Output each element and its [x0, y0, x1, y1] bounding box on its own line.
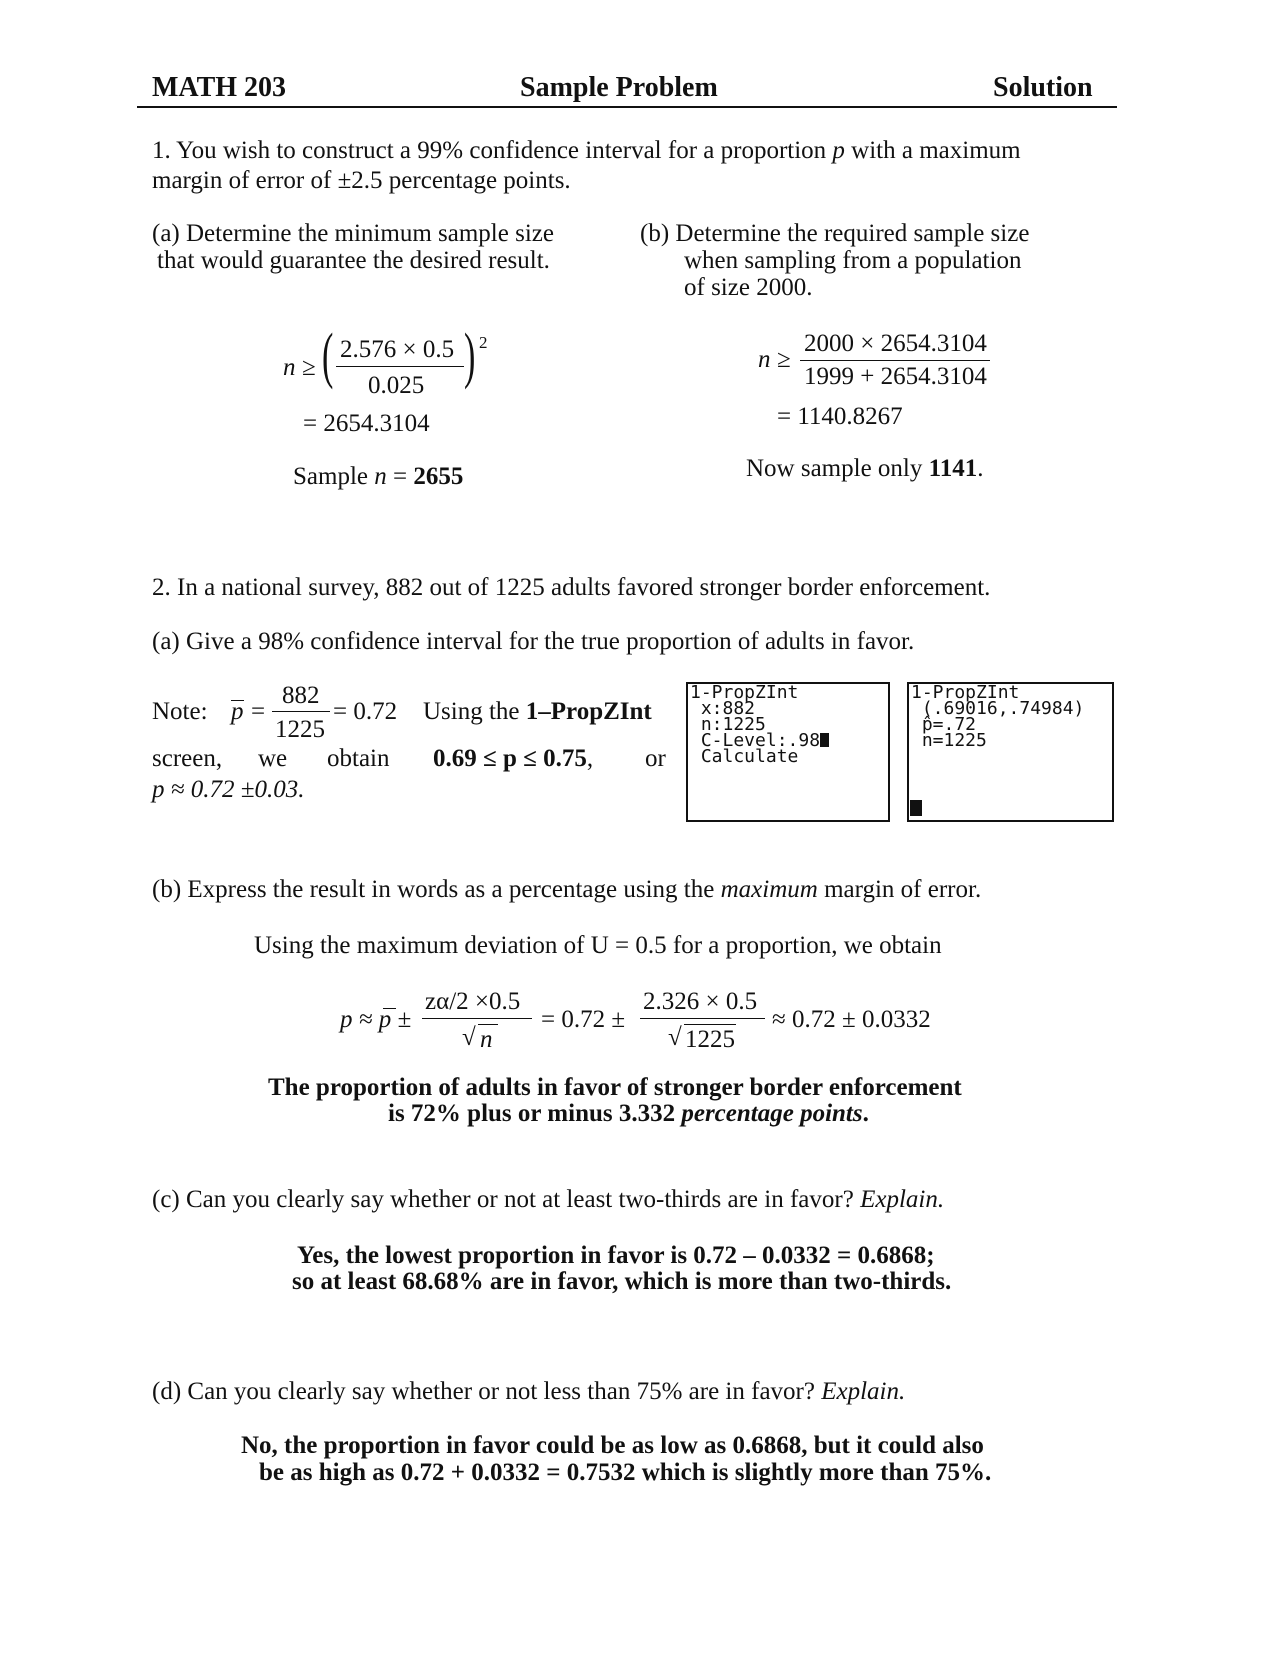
- q2d-answer-line1: No, the proportion in favor could be as low as 0.6868, but it could also: [241, 1432, 984, 1459]
- q2a-eq2: = 0.72: [333, 698, 398, 725]
- calc2-cursor: [910, 800, 922, 816]
- q2a-using-text: Using the: [423, 698, 520, 725]
- q1b-answer-prefix: Now sample only: [746, 455, 923, 482]
- q2b-answer-emph: percentage points: [681, 1100, 863, 1127]
- q2c-answer-line2: so at least 68.68% are in favor, which is more than two-thirds.: [292, 1268, 952, 1295]
- q1a-numerator: 2.576 × 0.5: [340, 336, 455, 363]
- q1a-line2: that would guarantee the desired result.: [157, 247, 550, 274]
- calculator-screen-input: [686, 682, 890, 822]
- q1a-exponent: 2: [479, 333, 488, 352]
- q2b-fraction-bar2: [640, 1018, 765, 1019]
- calc2-line2: (.69016,.74984): [911, 698, 1085, 719]
- q1b-answer: [746, 455, 984, 482]
- calc2-line4: n=1225: [911, 730, 987, 751]
- q1b-line2: when sampling from a population: [684, 247, 1022, 274]
- q2a-screen: screen,: [152, 745, 223, 772]
- calc1-line2: x:882: [690, 698, 756, 719]
- q2b-sqrt-bar1: [478, 1024, 498, 1025]
- q1a-right-paren: ): [464, 322, 476, 390]
- page-title: Sample Problem: [520, 72, 718, 103]
- q2a-approx: p ≈ 0.72 ±0.03.: [152, 776, 305, 803]
- solution-label: Solution: [993, 72, 1093, 103]
- q1b-numerator: 2000 × 2654.3104: [804, 330, 987, 357]
- q2d-question: [152, 1378, 905, 1405]
- q2b-question-emph: maximum: [720, 876, 818, 903]
- q2b-answer-line2: [388, 1100, 869, 1127]
- q1a-left-paren: (: [322, 322, 334, 390]
- calc1-clevel: C-Level:.98: [690, 730, 821, 751]
- q2a-pbar: p: [231, 698, 244, 725]
- problem-1-prompt-end: with a maximum: [851, 137, 1021, 164]
- q1a-line1: (a) Determine the minimum sample size: [152, 220, 554, 247]
- q1b-lhs: n ≥: [758, 346, 791, 373]
- q2b-numerator2: 2.326 × 0.5: [643, 988, 758, 1015]
- q1b-line1: (b) Determine the required sample size: [640, 220, 1030, 247]
- q2a-question: (a) Give a 98% confidence interval for the true proportion of adults in favor.: [152, 628, 915, 655]
- calc1-cursor: [820, 733, 829, 747]
- q2a-we: we: [258, 745, 288, 772]
- q1a-answer-var: n: [374, 463, 387, 490]
- q2d-question-start: (d) Can you clearly say whether or not less than 75% are in favor?: [152, 1378, 815, 1405]
- q1a-denominator: 0.025: [368, 372, 425, 399]
- q2a-or: or: [645, 745, 666, 772]
- q2b-lhs: p ≈ p ±: [340, 1006, 412, 1033]
- q1b-fraction-bar: [800, 360, 990, 361]
- q2b-question-end: margin of error.: [824, 876, 982, 903]
- q2b-sqrt-sign2: √: [668, 1024, 682, 1051]
- q2a-fraction-bar: [272, 711, 330, 712]
- q2a-using: [423, 698, 652, 725]
- q2b-denominator1: n: [480, 1026, 493, 1053]
- calc2-line3: p̂=.72: [911, 714, 977, 735]
- q2a-numerator: 882: [282, 682, 320, 709]
- problem-1-prompt-line2: margin of error of ±2.5 percentage points.: [152, 167, 571, 194]
- q1a-lhs: n ≥: [283, 354, 316, 381]
- q1b-line3: of size 2000.: [684, 274, 813, 301]
- q2a-eq1: =: [251, 698, 266, 725]
- q1a-answer-eq: =: [393, 463, 408, 490]
- q1b-answer-suffix: .: [977, 455, 984, 482]
- problem-1-prompt: [152, 137, 1021, 164]
- q2c-question-start: (c) Can you clearly say whether or not at least two-thirds are in favor?: [152, 1186, 854, 1213]
- calc1-line1: 1-PropZInt: [690, 682, 799, 703]
- q2b-answer-line2-start: is 72% plus or minus 3.332: [388, 1100, 676, 1127]
- q2a-interval: [433, 745, 593, 772]
- q2a-interval-text: 0.69 ≤ p ≤ 0.75: [433, 745, 587, 772]
- q2c-answer-line1: Yes, the lowest proportion in favor is 0.72 – 0.0332 = 0.6868;: [297, 1242, 935, 1269]
- q1a-result: = 2654.3104: [303, 410, 430, 437]
- q1a-fraction-bar: [336, 366, 464, 367]
- q1a-answer-value: 2655: [413, 463, 464, 490]
- calculator-screen-output: [907, 682, 1114, 822]
- q2c-question-emph: Explain.: [860, 1186, 945, 1213]
- header-rule: [137, 106, 1117, 108]
- calc2-line1: 1-PropZInt: [911, 682, 1020, 703]
- q2d-question-emph: Explain.: [821, 1378, 906, 1405]
- q2b-question: [152, 876, 981, 903]
- q2b-rhs: ≈ 0.72 ± 0.0332: [772, 1006, 931, 1033]
- problem-1-var: p: [832, 137, 845, 164]
- q1b-result: = 1140.8267: [777, 403, 903, 430]
- q2d-answer-line2: be as high as 0.72 + 0.0332 = 0.7532 which is slightly more than 75%.: [259, 1459, 992, 1486]
- q2b-mid: = 0.72 ±: [541, 1006, 626, 1033]
- q2b-fraction-bar1: [422, 1018, 532, 1019]
- q1b-answer-value: 1141: [928, 455, 978, 482]
- q2a-note-label: Note:: [152, 698, 208, 725]
- q2b-answer-line1: The proportion of adults in favor of stronger border enforcement: [268, 1074, 962, 1101]
- q2b-question-start: (b) Express the result in words as a percentage using the: [152, 876, 715, 903]
- q1a-answer: [293, 463, 463, 490]
- q2b-sqrt-bar2: [684, 1024, 736, 1025]
- q2a-denominator: 1225: [275, 716, 325, 743]
- q2c-question: [152, 1186, 944, 1213]
- q2b-pbar-overline: [383, 1008, 396, 1009]
- q2b-sqrt-sign1: √: [462, 1024, 476, 1051]
- q2a-app-name: 1–PropZInt: [525, 698, 652, 725]
- q2b-numerator1: zα/2 ×0.5: [425, 988, 521, 1015]
- calc1-line3: n:1225: [690, 714, 766, 735]
- course-code: MATH 203: [152, 72, 287, 103]
- q2b-answer-line2-end: .: [862, 1100, 869, 1127]
- problem-1-prompt-text: 1. You wish to construct a 99% confidence interval for a proportion: [152, 137, 827, 164]
- q1a-answer-prefix: Sample: [293, 463, 368, 490]
- q1b-denominator: 1999 + 2654.3104: [804, 363, 987, 390]
- calc1-line5: Calculate: [690, 746, 799, 767]
- problem-2-prompt: 2. In a national survey, 882 out of 1225 adults favored stronger border enforcement.: [152, 574, 991, 601]
- q2b-denominator2: 1225: [685, 1026, 735, 1053]
- q2a-obtain: obtain: [327, 745, 390, 772]
- q2a-interval-comma: ,: [586, 745, 594, 772]
- q2b-intro: Using the maximum deviation of U = 0.5 for a proportion, we obtain: [254, 932, 942, 959]
- q2a-pbar-overline: [231, 700, 244, 701]
